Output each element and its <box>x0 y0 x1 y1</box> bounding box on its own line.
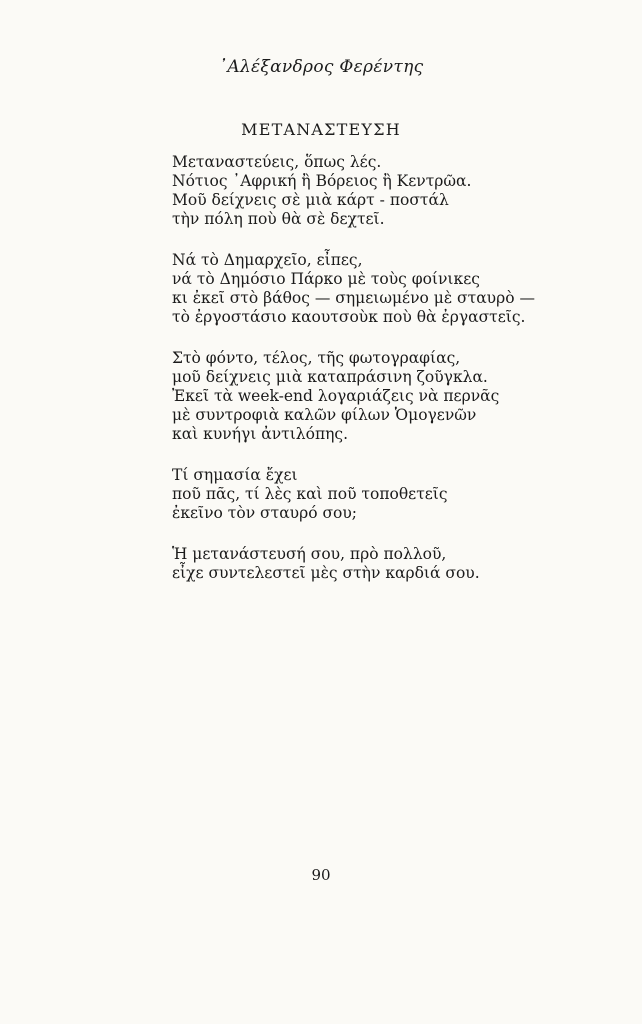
poem-line: μοῦ δείχνεις μιὰ καταπράσινη ζοῦγκλα. <box>172 368 488 386</box>
poem-line: καὶ κυνήγι ἀντιλόπης. <box>172 425 349 443</box>
poem-line: κι ἐκεῖ στὸ βάθος — σημειωμένο μὲ σταυρὸ — <box>172 289 535 307</box>
poem-line: μὲ συντροφιὰ καλῶν φίλων Ὁμογενῶν <box>172 406 477 424</box>
poem-line: Στὸ φόντο, τέλος, τῆς φωτογραφίας, <box>172 349 461 367</box>
poem-body <box>172 153 612 605</box>
stanza-1 <box>172 153 612 229</box>
stanza-2 <box>172 251 612 327</box>
poem-line: Τί σημασία ἔχει <box>172 466 298 484</box>
poem-line: Ἐκεῖ τὰ week-end λογαριάζεις νὰ περνᾶς <box>172 387 500 405</box>
poem-line: Ἡ μετανάστευσή σου, πρὸ πολλοῦ, <box>172 545 447 563</box>
poem-line: Μεταναστεύεις, ὅπως λές. <box>172 153 382 171</box>
poem-line: ποῦ πᾶς, τί λὲς καὶ ποῦ τοποθετεῖς <box>172 485 448 503</box>
poem-title: ΜΕΤΑΝΑΣΤΕΥΣΗ <box>241 120 401 139</box>
poem-line: εἶχε συντελεστεῖ μὲς στὴν καρδιά σου. <box>172 564 480 582</box>
poem-line: τὸ ἐργοστάσιο καουτσοὺκ ποὺ θὰ ἐργαστεῖς. <box>172 308 526 326</box>
poem-line: τὴν πόλη ποὺ θὰ σὲ δεχτεῖ. <box>172 210 385 228</box>
poem-line: Νά τὸ Δημαρχεῖο, εἶπες, <box>172 251 363 269</box>
stanza-4 <box>172 466 612 523</box>
poem-line: Νότιος ᾿Αφρική ἢ Βόρειος ἢ Κεντρῶα. <box>172 172 472 190</box>
page-number: 90 <box>311 866 331 884</box>
poem-line: Μοῦ δείχνεις σὲ μιὰ κάρτ - ποστάλ <box>172 191 449 209</box>
poem-line: νά τὸ Δημόσιο Πάρκο μὲ τοὺς φοίνικες <box>172 270 480 288</box>
poem-line: ἐκεῖνο τὸν σταυρό σου; <box>172 504 358 522</box>
author-name: ᾿Αλέξανδρος Φερέντης <box>218 57 424 77</box>
stanza-3 <box>172 349 612 444</box>
stanza-5 <box>172 545 612 583</box>
